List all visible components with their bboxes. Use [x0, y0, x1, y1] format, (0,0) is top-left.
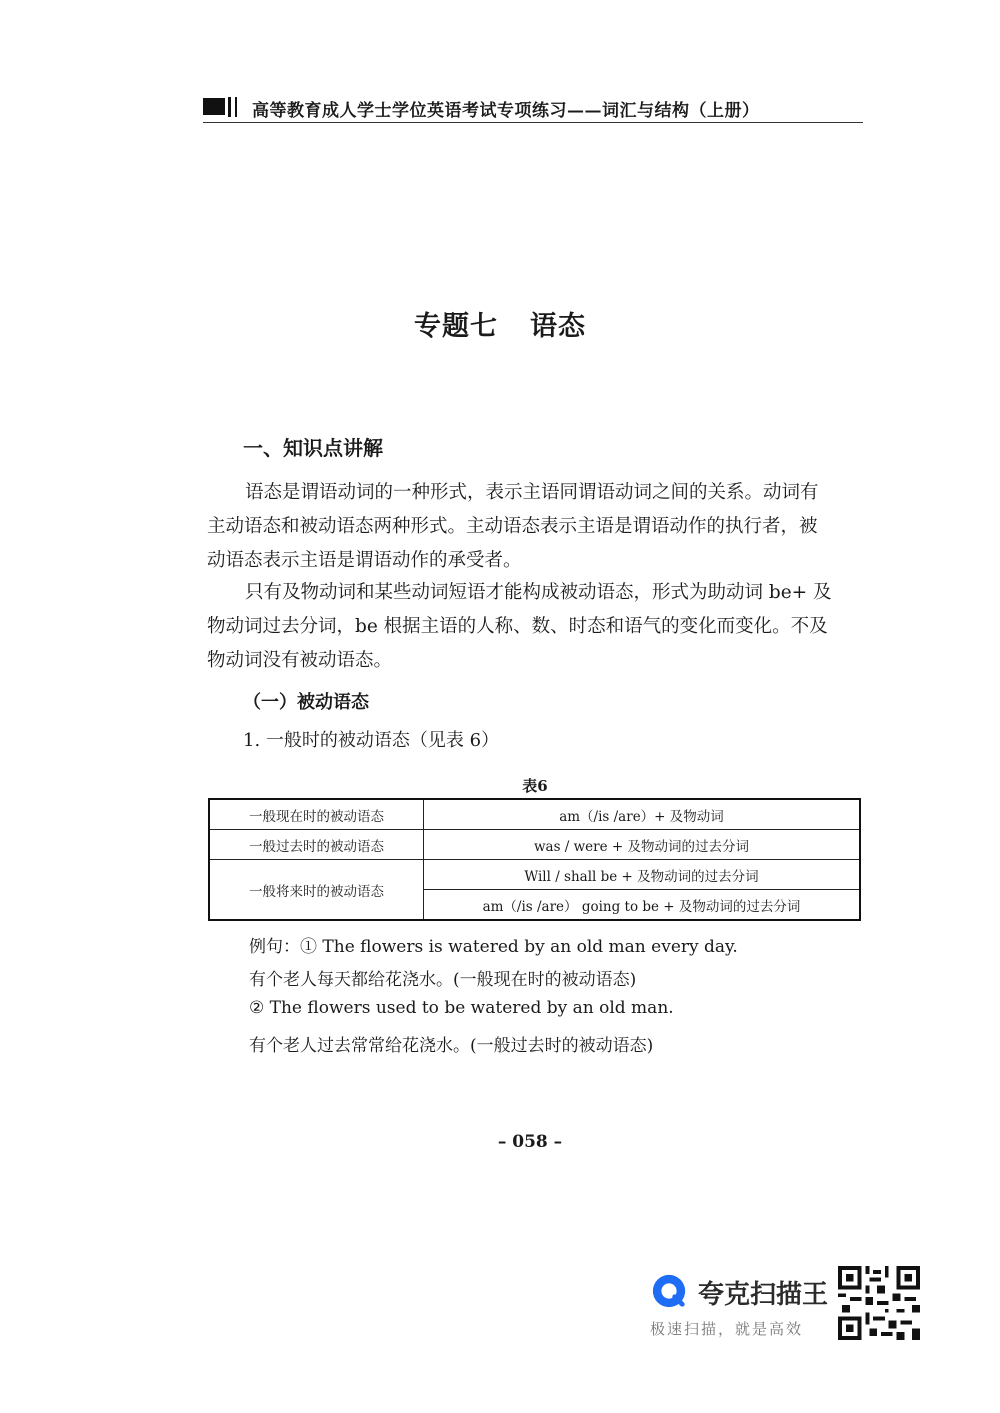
table-cell-tense: 一般过去时的被动语态	[209, 830, 424, 860]
table-row	[209, 830, 860, 860]
table-cell-tense: 一般现在时的被动语态	[209, 799, 424, 830]
table-cell-form: am（/is /are） going to be + 及物动词的过去分词	[424, 890, 861, 921]
header-marker-bar	[228, 97, 231, 117]
header-rule	[203, 122, 863, 123]
chapter-label: 专题七	[414, 311, 498, 342]
table-cell-form: Will / shall be + 及物动词的过去分词	[424, 860, 861, 890]
passive-voice-table	[208, 798, 861, 921]
quark-logo-icon	[650, 1272, 688, 1310]
paragraph-line: 语态是谓语动词的一种形式，表示主语同谓语动词之间的关系。动词有	[245, 482, 819, 503]
table-row	[209, 860, 860, 890]
table-cell-form: was / were + 及物动词的过去分词	[424, 830, 861, 860]
page-number: – 058 –	[497, 1132, 563, 1152]
table-cell-tense: 一般将来时的被动语态	[209, 860, 424, 921]
qr-code-icon	[838, 1266, 920, 1340]
example-sentence-1: 例句：① The flowers is watered by an old man every day.	[249, 937, 738, 957]
table-caption: 表6	[522, 777, 548, 795]
watermark-slogan: 极速扫描，就是高效	[650, 1320, 804, 1338]
subsection-item: 1. 一般时的被动语态（见表 6）	[243, 730, 500, 751]
chapter-title	[0, 304, 1000, 343]
paragraph-line: 主动语态和被动语态两种形式。主动语态表示主语是谓语动作的执行者，被	[207, 516, 818, 537]
table-cell-form: am（/is /are）+ 及物动词	[424, 799, 861, 830]
section-heading: 一、知识点讲解	[243, 436, 383, 460]
watermark-app-name: 夸克扫描王	[698, 1280, 829, 1310]
example-translation-1: 有个老人每天都给花浇水。(一般现在时的被动语态)	[249, 970, 637, 990]
header-marker-block	[203, 98, 225, 115]
example-translation-2: 有个老人过去常常给花浇水。(一般过去时的被动语态)	[249, 1036, 654, 1056]
paragraph-line: 物动词没有被动语态。	[207, 650, 393, 671]
paragraph-voice-definition	[207, 476, 863, 578]
paragraph-line: 物动词过去分词，be 根据主语的人称、数、时态和语气的变化而变化。不及	[207, 616, 828, 637]
table-row	[209, 799, 860, 830]
chapter-name: 语态	[530, 311, 586, 342]
example-sentence-2: ② The flowers used to be watered by an old man.	[249, 998, 674, 1018]
header-marker-bar	[235, 97, 237, 117]
running-header-title: 高等教育成人学士学位英语考试专项练习——词汇与结构（上册）	[252, 101, 760, 121]
paragraph-line: 只有及物动词和某些动词短语才能构成被动语态，形式为助动词 be+ 及	[245, 582, 832, 603]
subsection-heading: （一）被动语态	[243, 692, 369, 713]
paragraph-line: 动语态表示主语是谓语动作的承受者。	[207, 550, 522, 571]
paragraph-passive-form	[207, 576, 863, 678]
